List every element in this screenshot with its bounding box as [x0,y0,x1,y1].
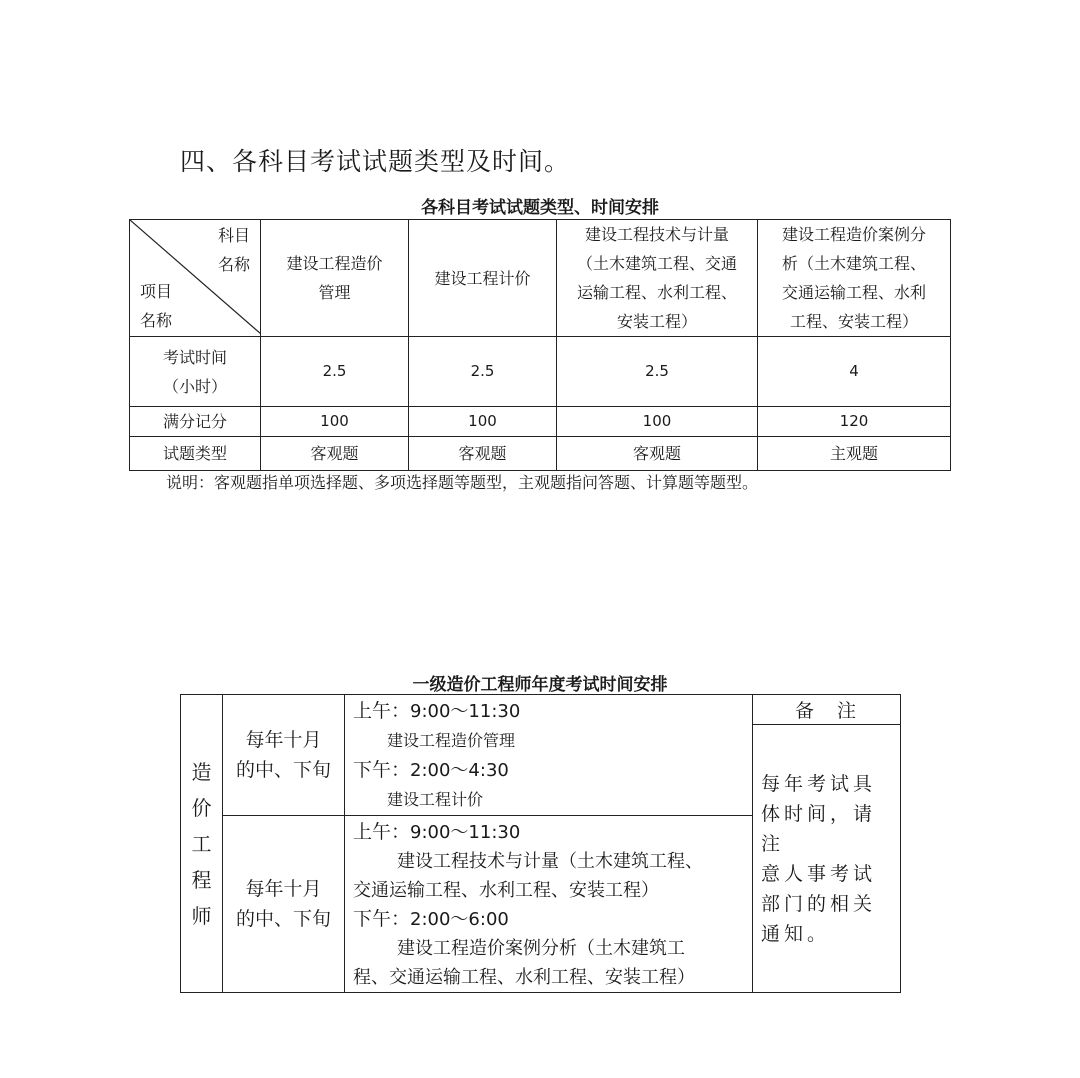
afternoon-time: 下午：2:00～4:30 [353,759,509,781]
period-cell-2: 每年十月 的中、下旬 [223,816,345,993]
subject-header-1: 建设工程造价 管理 [261,220,409,337]
value-cell: 客观题 [557,437,758,471]
value-cell: 客观题 [409,437,557,471]
value-cell: 100 [557,407,758,437]
exam-schedule-table [180,694,901,993]
value-cell: 2.5 [557,337,758,407]
value-cell: 2.5 [409,337,557,407]
value-cell: 4 [758,337,951,407]
afternoon-subject: 建设工程造价案例分析（土木建筑工 程、交通运输工程、水利工程、安装工程） [353,938,695,988]
row-label: 考试时间 （小时） [130,337,261,407]
morning-time: 上午：9:00～11:30 [353,821,521,843]
subject-header-2: 建设工程计价 [409,220,557,337]
corner-item-label: 项目 名称 [140,282,173,330]
value-cell: 100 [261,407,409,437]
value-cell: 客观题 [261,437,409,471]
exam-subjects-table [129,219,951,471]
table1-caption: 各科目考试试题类型、时间安排 [421,198,659,218]
corner-subject-label: 科目 名称 [217,226,250,274]
morning-subject: 建设工程技术与计量（土木建筑工程、 交通运输工程、水利工程、安装工程） [353,851,703,901]
afternoon-subject: 建设工程计价 [387,790,484,809]
remark-cell: 每年考试具 体时间，请注 意人事考试 部门的相关 通知。 [753,725,901,993]
diagonal-header-cell [130,220,261,337]
table2-caption: 一级造价工程师年度考试时间安排 [412,675,668,695]
table-row-question-type [130,437,951,471]
morning-subject: 建设工程造价管理 [387,731,516,750]
schedule-cell-2 [345,816,753,993]
value-cell: 100 [409,407,557,437]
afternoon-time: 下午：2:00～6:00 [353,908,509,930]
value-cell: 2.5 [261,337,409,407]
row-label: 试题类型 [130,437,261,471]
schedule-cell-1 [345,695,753,816]
section-heading: 四、各科目考试试题类型及时间。 [180,147,571,176]
subject-header-3: 建设工程技术与计量 （土木建筑工程、交通 运输工程、水利工程、 安装工程） [557,220,758,337]
remark-header: 备 注 [753,695,901,725]
value-cell: 120 [758,407,951,437]
table-row-full-score [130,407,951,437]
role-cell: 造 价 工 程 师 [181,695,223,993]
morning-time: 上午：9:00～11:30 [353,700,521,722]
value-cell: 主观题 [758,437,951,471]
period-cell-1: 每年十月 的中、下旬 [223,695,345,816]
row-label: 满分记分 [130,407,261,437]
table-row-exam-time [130,337,951,407]
table1-note: 说明：客观题指单项选择题、多项选择题等题型，主观题指问答题、计算题等题型。 [166,473,759,492]
subject-header-4: 建设工程造价案例分 析（土木建筑工程、 交通运输工程、水利 工程、安装工程） [758,220,951,337]
